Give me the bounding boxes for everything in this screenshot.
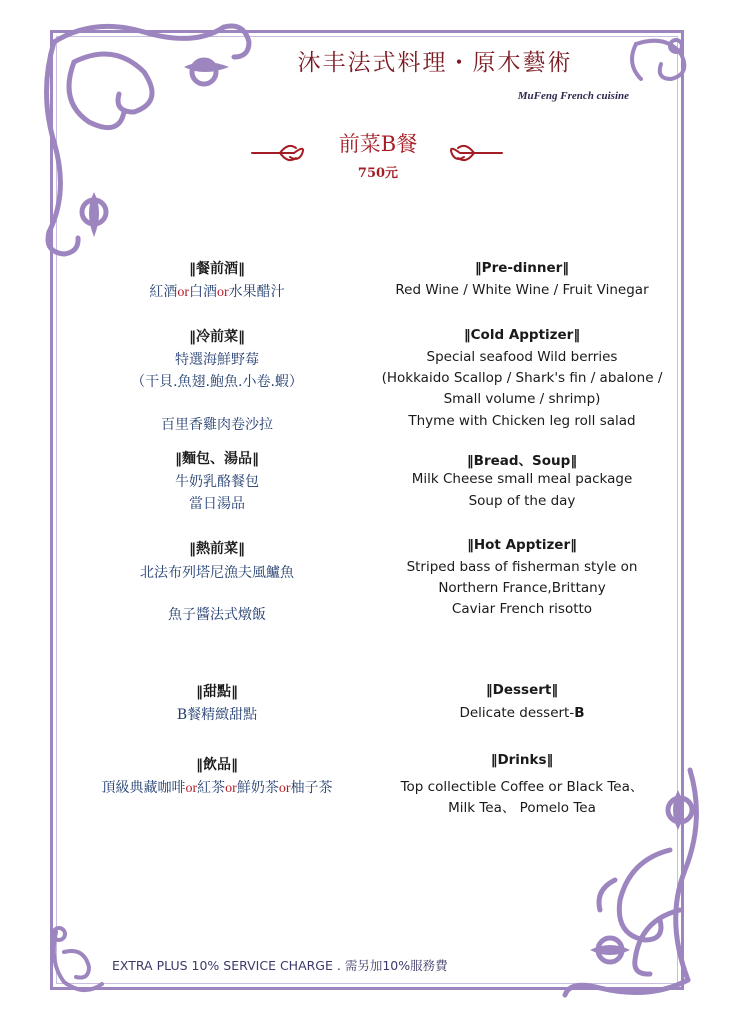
section-heading-aperitif-en: ‖Pre-dinner‖ xyxy=(474,260,570,276)
restaurant-title: 沐丰法式料理・原木藝術 xyxy=(297,50,573,76)
section-heading-aperitif-zh: ‖餐前酒‖ xyxy=(189,261,245,277)
menu-item-soup-zh: 當日湯品 xyxy=(189,496,245,512)
menu-item-seafood-berries-en: Special seafood Wild berries xyxy=(426,349,618,365)
section-heading-dessert-zh: ‖甜點‖ xyxy=(196,684,238,700)
menu-item-drinks-en: Top collectible Coffee or Black Tea、 xyxy=(400,779,644,795)
menu-item-dessert-zh: B餐精緻甜點 xyxy=(176,707,258,723)
restaurant-subtitle: MuFeng French cuisine xyxy=(517,90,629,102)
section-heading-bread-soup-en: ‖Bread、Soup‖ xyxy=(466,453,578,469)
menu-item-caviar-risotto-en: Caviar French risotto xyxy=(451,601,593,617)
section-heading-hot-appetizer-zh: ‖熱前菜‖ xyxy=(189,541,245,557)
menu-item-caviar-risotto-zh: 魚子醬法式燉飯 xyxy=(168,607,266,623)
menu-item-cheese-bread-en: Milk Cheese small meal package xyxy=(411,471,633,487)
section-heading-dessert-en: ‖Dessert‖ xyxy=(485,682,559,698)
menu-item-aperitif-en: Red Wine / White Wine / Fruit Vinegar xyxy=(395,282,649,298)
menu-item-sea-bass-cont-en: Northern France,Brittany xyxy=(438,580,606,596)
menu-item-soup-en: Soup of the day xyxy=(468,493,576,509)
menu-item-chicken-roll-salad-zh: 百里香雞肉卷沙拉 xyxy=(161,417,273,433)
menu-item-sea-bass-zh: 北法布列塔尼漁夫風鱸魚 xyxy=(140,565,294,581)
service-charge-note: EXTRA PLUS 10% SERVICE CHARGE . 需另加10%服務費 xyxy=(112,958,448,973)
menu-column-chinese xyxy=(72,0,362,1024)
section-heading-cold-appetizer-zh: ‖冷前菜‖ xyxy=(189,329,245,345)
section-heading-bread-soup-zh: ‖麵包、湯品‖ xyxy=(175,451,259,467)
menu-item-seafood-detail-zh: （干貝.魚翅.鮑魚.小卷.蝦） xyxy=(131,374,303,390)
menu-item-seafood-detail-cont-en: Small volume / shrimp) xyxy=(443,391,601,407)
menu-item-seafood-berries-zh: 特選海鮮野莓 xyxy=(175,352,259,368)
menu-item-drinks-cont-en: Milk Tea、 Pomelo Tea xyxy=(448,800,596,816)
set-menu-name: 前菜B餐 xyxy=(338,132,418,156)
menu-item-cheese-bread-zh: 牛奶乳酪餐包 xyxy=(175,474,259,490)
menu-item-drinks-zh: 頂級典藏咖啡or紅茶or鮮奶茶or柚子茶 xyxy=(101,780,333,796)
set-menu-price: 750元 xyxy=(357,166,399,181)
section-heading-drinks-en: ‖Drinks‖ xyxy=(490,752,554,768)
menu-item-aperitif-zh: 紅酒or白酒or水果醋汁 xyxy=(149,284,285,300)
menu-item-sea-bass-en: Striped bass of fisherman style on xyxy=(406,559,638,575)
section-heading-hot-appetizer-en: ‖Hot Apptizer‖ xyxy=(467,537,577,553)
menu-item-chicken-roll-salad-en: Thyme with Chicken leg roll salad xyxy=(408,413,636,429)
menu-item-dessert-en: Delicate dessert-B xyxy=(459,705,585,721)
section-heading-cold-appetizer-en: ‖Cold Apptizer‖ xyxy=(463,327,581,343)
menu-item-seafood-detail-en: (Hokkaido Scallop / Shark's fin / abalone / xyxy=(381,370,663,386)
section-heading-drinks-zh: ‖飲品‖ xyxy=(196,757,238,773)
menu-column-english xyxy=(372,0,672,1024)
